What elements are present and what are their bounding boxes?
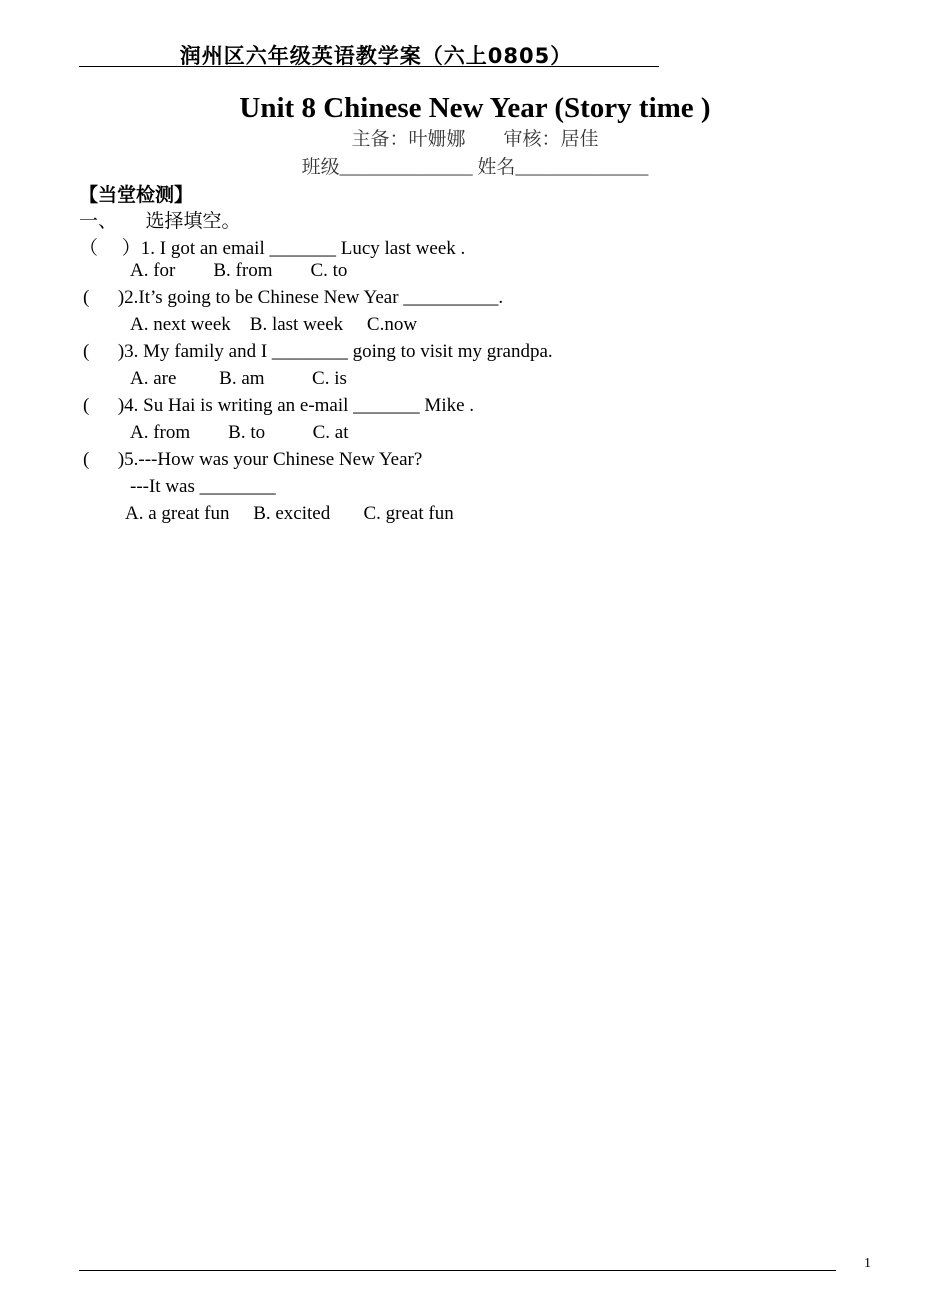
header-title bbox=[79, 40, 659, 67]
class-blank: ______________ bbox=[339, 157, 473, 178]
part-number: 一、 bbox=[79, 211, 118, 232]
preparer-label: 主备：叶姗娜 bbox=[351, 129, 466, 150]
question-1-options: A. for B. from C. to bbox=[130, 260, 348, 281]
page-number: 1 bbox=[864, 1256, 871, 1271]
name-blank: ______________ bbox=[515, 157, 649, 178]
question-3-stem: ( )3. My family and I ________ going to visit my grandpa. bbox=[83, 341, 553, 362]
question-1-stem: （ ）1. I got an email _______ Lucy last week . bbox=[79, 238, 466, 259]
part-instruction: 选择填空。 bbox=[145, 211, 241, 232]
class-label: 班级 bbox=[301, 157, 340, 178]
question-5-stem: ( )5.---How was your Chinese New Year? bbox=[83, 449, 423, 470]
header-title-text: 润州区六年级英语教学案（六上0805） bbox=[179, 44, 573, 68]
authors-line bbox=[0, 124, 950, 151]
question-5-reply: ---It was ________ bbox=[130, 476, 276, 497]
page-title: Unit 8 Chinese New Year (Story time ) bbox=[239, 92, 711, 124]
student-info-line bbox=[0, 152, 950, 179]
question-3-options: A. are B. am C. is bbox=[130, 368, 347, 389]
part-heading bbox=[79, 206, 241, 233]
reviewer-label: 审核：居佳 bbox=[503, 129, 599, 150]
name-label: 姓名 bbox=[477, 157, 516, 178]
question-5-options: A. a great fun B. excited C. great fun bbox=[125, 503, 454, 524]
question-2-options: A. next week B. last week C.now bbox=[130, 314, 418, 335]
footer-divider bbox=[79, 1270, 836, 1271]
question-4-stem: ( )4. Su Hai is writing an e-mail _______ Mike . bbox=[83, 395, 475, 416]
question-4-options: A. from B. to C. at bbox=[130, 422, 349, 443]
section-heading: 【当堂检测】 bbox=[79, 184, 194, 206]
question-2-stem: ( )2.It’s going to be Chinese New Year __________. bbox=[83, 287, 504, 308]
